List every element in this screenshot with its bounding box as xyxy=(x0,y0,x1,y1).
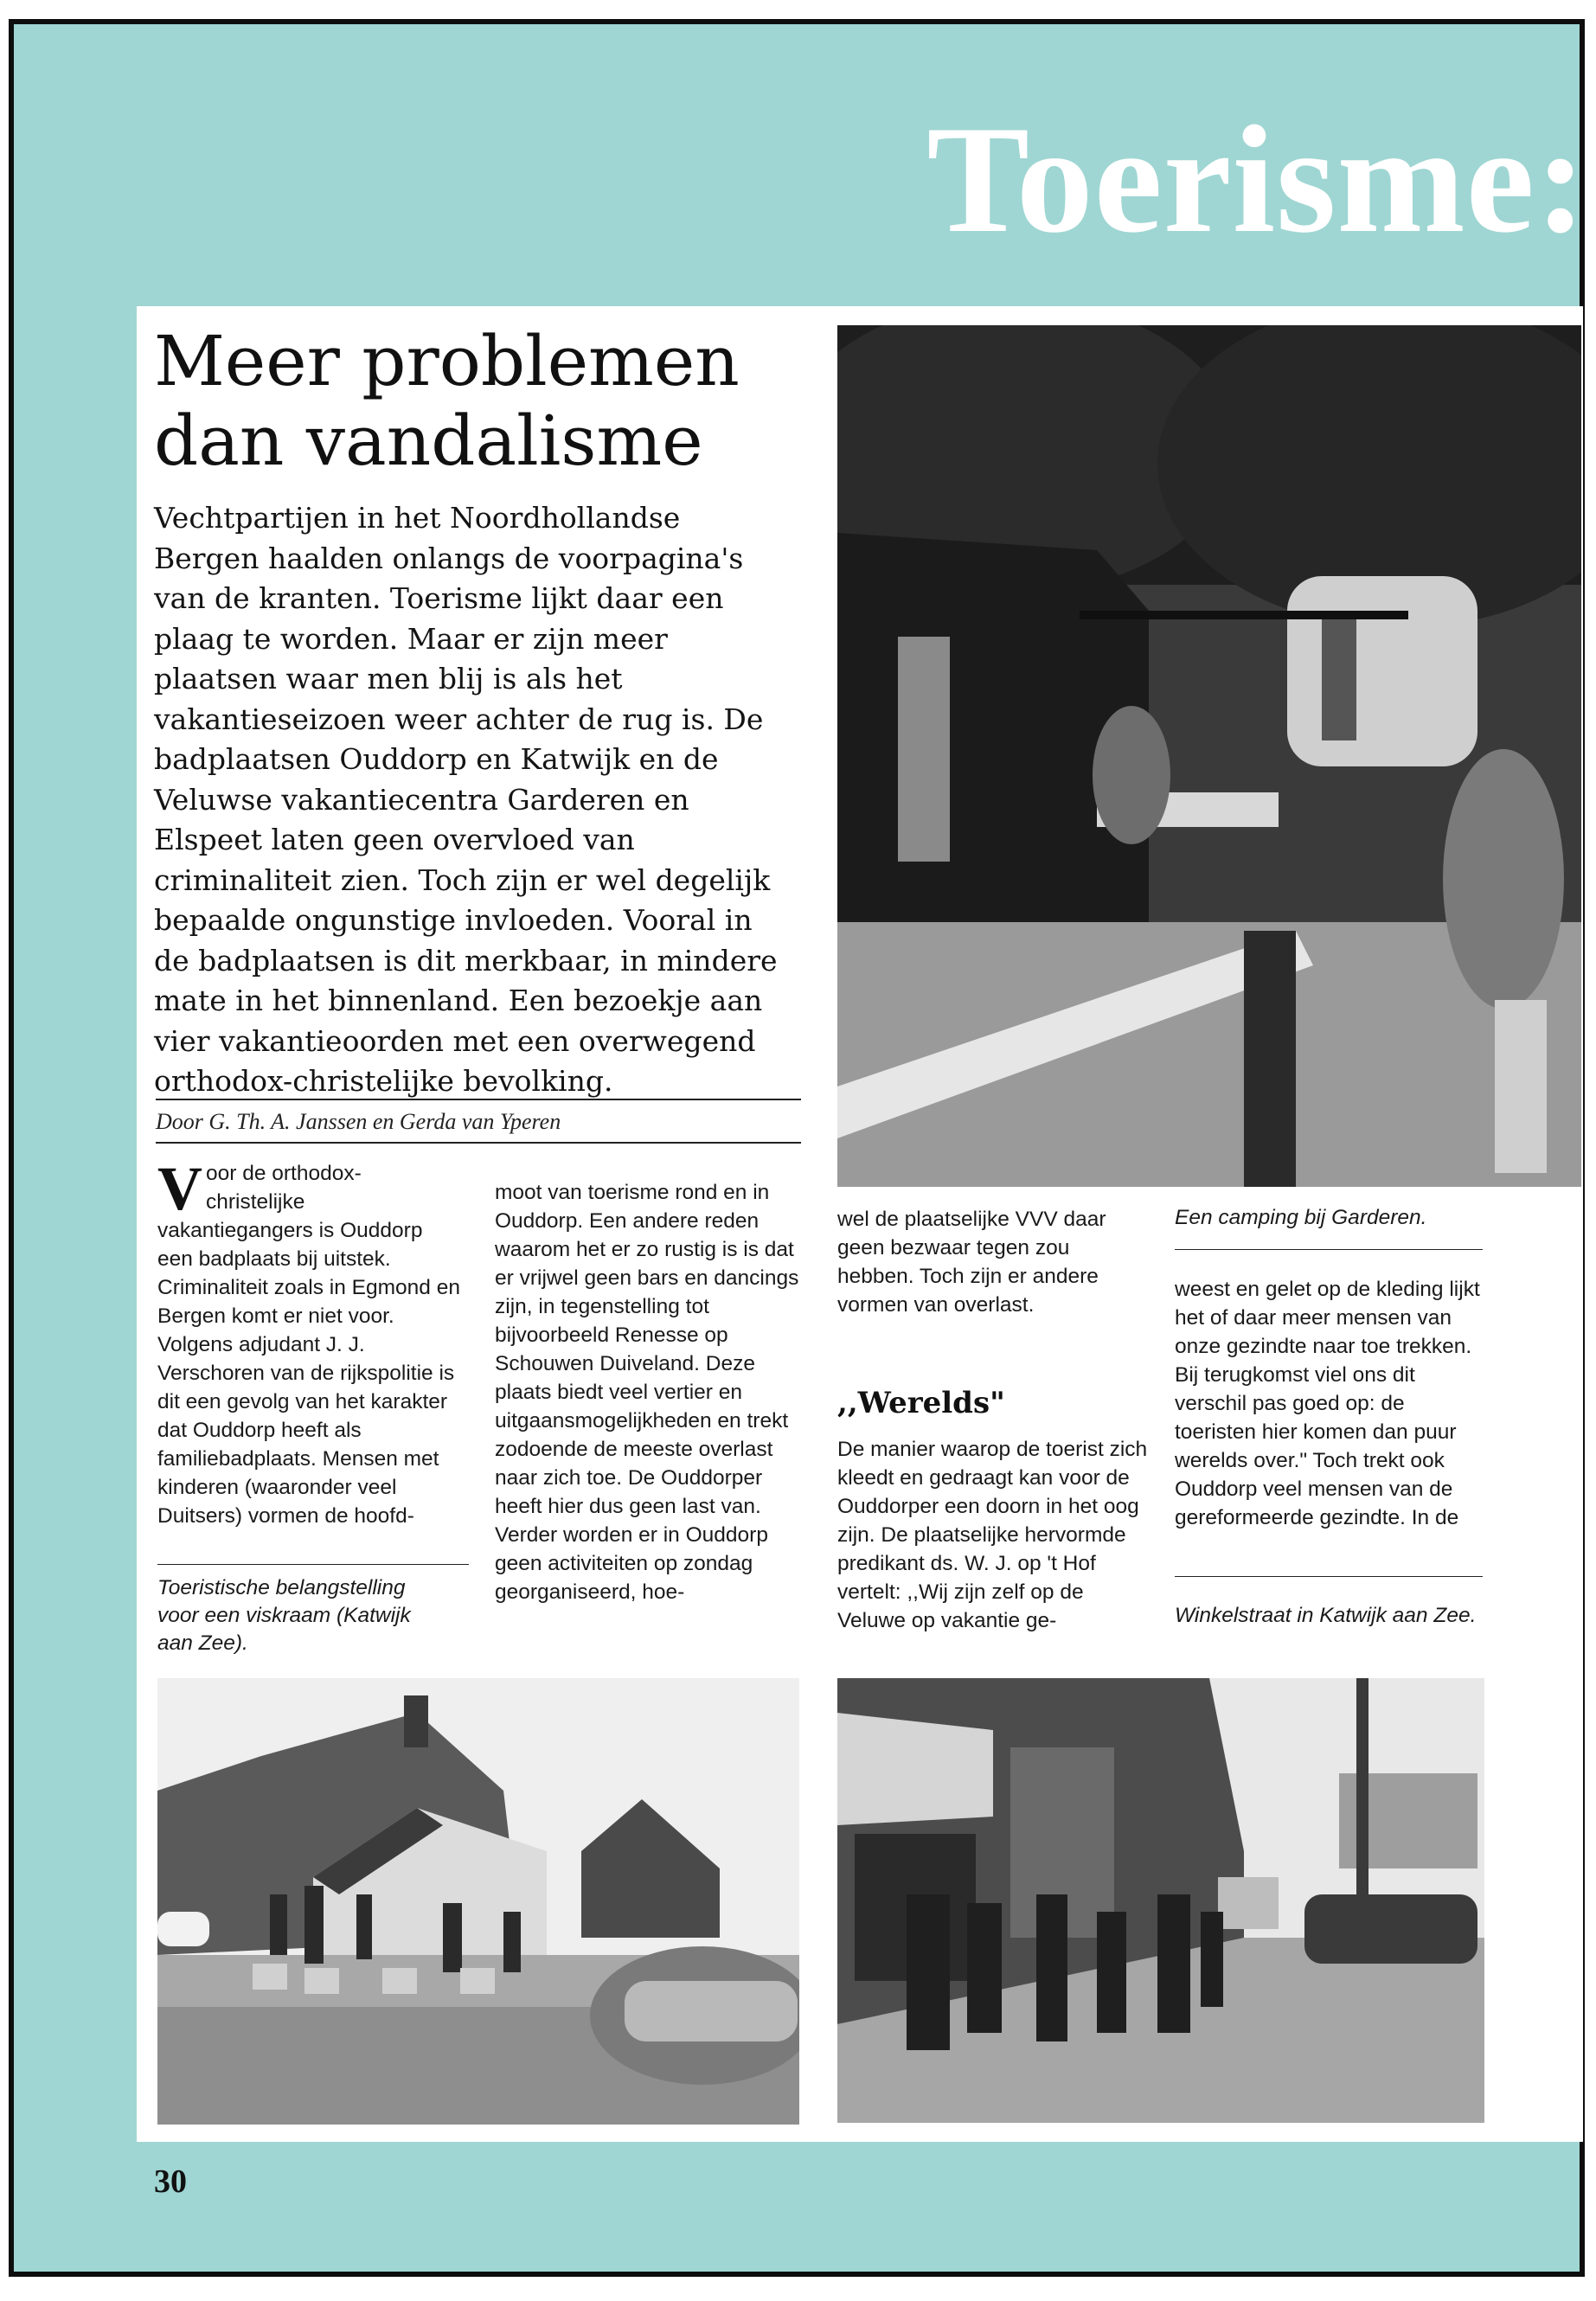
caption-rule-viskraam xyxy=(157,1564,469,1565)
byline-rule-top xyxy=(156,1099,801,1100)
caption-camping: Een camping bij Garderen. xyxy=(1175,1206,1427,1229)
drop-cap: V xyxy=(157,1154,202,1223)
body-column-1 xyxy=(157,1154,460,1530)
photo-camping xyxy=(837,325,1581,1187)
caption-rule-camping xyxy=(1175,1249,1483,1250)
body-column-4: weest en gelet op de kleding lijkt het of daar meer mensen van onze gezindte naar toe trekken. Bij terugkomst viel ons dit verschil pas goed op: de toeristen hier komen dan puur werelds over." Toch trekt ook Ouddorp veel mensen van de gereformeerde gezindte. In de xyxy=(1175,1278,1480,1529)
body-column-1-text: oor de orthodox-christelijke vakantiegangers is Ouddorp een badplaats bij uitstek. Criminaliteit zoals in Egmond en Bergen komt er niet voor. Volgens adjudant J. J. Verschoren van de rijkspolitie is dit een gevolg van het karakter dat Ouddorp heeft als familiebadplaats. Mensen met kinderen (waaronder veel Duitsers) vormen de hoofd- xyxy=(157,1162,460,1528)
photo-viskraam xyxy=(157,1678,799,2125)
lead-paragraph: Vechtpartijen in het Noordhollandse Bergen haalden onlangs de voorpagina's van de kranten. Toerisme lijkt daar een plaag te worden. Maar er zijn meer plaatsen waar men blij is als het vakantieseizoen weer achter de rug is. De badplaatsen Ouddorp en Katwijk en de Veluwse vakantiecentra Garderen en Elspeet laten geen overvloed van criminaliteit zien. Toch zijn er wel degelijk bepaalde ongunstige invloeden. Vooral in de badplaatsen is dit merkbaar, in mindere mate in het binnenland. Een bezoekje aan vier vakantieoorden met een overwegend orthodox-christelijke bevolking. xyxy=(154,501,778,1098)
subhead-werelds: ,,Werelds" xyxy=(837,1386,1005,1420)
headline: Meer problemen dan vandalisme xyxy=(154,321,740,481)
byline: Door G. Th. A. Janssen en Gerda van Yperen xyxy=(156,1109,561,1134)
caption-rule-winkelstraat xyxy=(1175,1576,1483,1577)
body-column-2: moot van toerisme rond en in Ouddorp. Een andere reden waarom het er zo rustig is is dat er vrijwel geen bars en dancings zijn, in tegenstelling tot bijvoorbeeld Renesse op Schouwen Duiveland. Deze plaats biedt veel vertier en uitgaansmogelijkheden en trekt zodoende de meeste overlast naar zich toe. De Ouddorper heeft hier dus geen last van. Verder worden er in Ouddorp geen activiteiten op zondag georganiseerd, hoe- xyxy=(495,1181,799,1604)
body-column-3b: De manier waarop de toerist zich kleedt en gedraagt kan voor de Ouddorper een doorn in het oog zijn. De plaatselijke hervormde predikant ds. W. J. op 't Hof vertelt: ,,Wij zijn zelf op de Veluwe op vakantie ge- xyxy=(837,1438,1148,1632)
body-column-3a: wel de plaatselijke VVV daar geen bezwaar tegen zou hebben. Toch zijn er andere vormen van overlast. xyxy=(837,1208,1106,1317)
page-number: 30 xyxy=(154,2163,187,2200)
caption-viskraam: Toeristische belangstelling voor een viskraam (Katwijk aan Zee). xyxy=(157,1576,411,1655)
caption-winkelstraat: Winkelstraat in Katwijk aan Zee. xyxy=(1175,1604,1477,1627)
section-title: Toerisme: xyxy=(926,93,1587,265)
photo-winkelstraat xyxy=(837,1678,1484,2123)
byline-rule-bottom xyxy=(156,1142,801,1144)
